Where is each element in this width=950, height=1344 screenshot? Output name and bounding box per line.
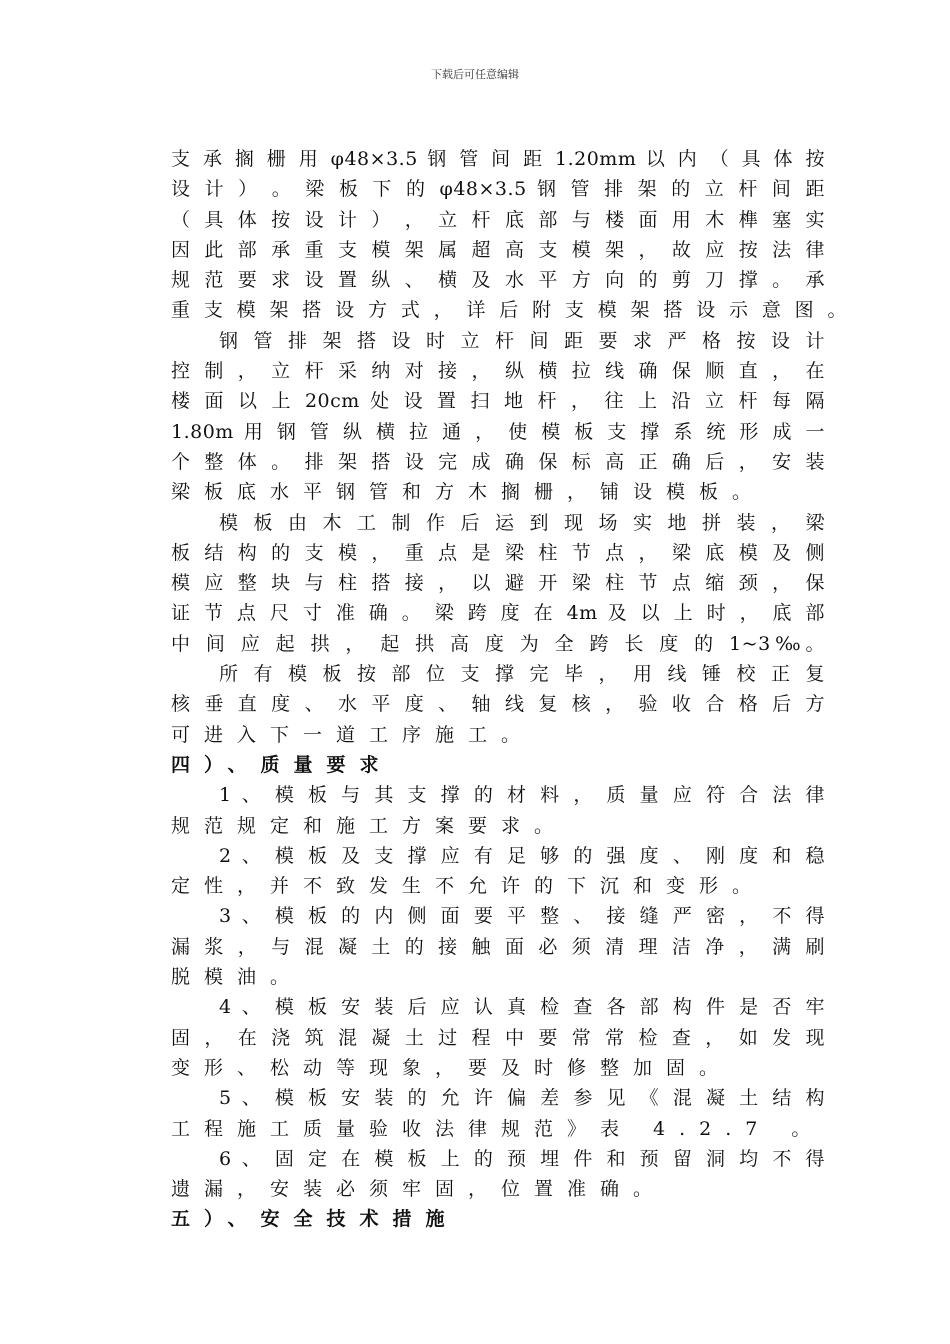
text-line: 工程施工质量验收法律规范》表 4.2.7 。 [171, 1117, 825, 1140]
text-line: 设 计 ） 。 梁 板 下 的 φ48×3.5 钢 管 排 架 的 立 杆 间 距 [171, 178, 825, 201]
text-line: 固 ， 在 浇 筑 混 凝 土 过 程 中 要 常 常 检 查 ， 如 发 现 [171, 1026, 825, 1049]
text-line: 板 结 构 的 支 模 ， 重 点 是 梁 柱 节 点 ， 梁 底 模 及 侧 [171, 541, 825, 564]
text-line: 所 有 模 板 按 部 位 支 撑 完 毕 ， 用 线 锤 校 正 复 [219, 663, 825, 686]
text-line: 规 范 要 求 设 置 纵 、 横 及 水 平 方 向 的 剪 刀 撑 。 承 [171, 269, 825, 292]
text-line: （ 具 体 按 设 计 ） ， 立 杆 底 部 与 楼 面 用 木 榫 塞 实 [171, 208, 825, 231]
text-line: 控 制 ， 立 杆 采 纳 对 接 ， 纵 横 拉 线 确 保 顺 直 ， 在 [171, 360, 825, 383]
text-line: 2 、 模 板 及 支 撑 应 有 足 够 的 强 度 、 刚 度 和 稳 [219, 844, 825, 867]
text-line: 定性，并不致发生不允许的下沉和变形。 [171, 875, 766, 898]
text-line: 个 整 体 。 排 架 搭 设 完 成 确 保 标 高 正 确 后 ， 安 装 [171, 450, 825, 473]
text-line: 重 支 模 架 搭 设 方 式 ， 详 后 附 支 模 架 搭 设 示 意 图 。 [171, 299, 847, 322]
text-line: 变形、松动等现象，要及时修整加固。 [171, 1056, 733, 1079]
text-line: 模 应 整 块 与 柱 搭 接 ， 以 避 开 梁 柱 节 点 缩 颈 ， 保 [171, 572, 825, 595]
section-heading: 四）、质量要求 [171, 753, 393, 776]
text-line: 核 垂 直 度 、 水 平 度 、 轴 线 复 核 ， 验 收 合 格 后 方 [171, 693, 825, 716]
text-line: 遗漏，安装必须牢固，位置准确。 [171, 1178, 667, 1201]
text-line: 5 、 模 板 安 装 的 允 许 偏 差 参 见 《 混 凝 土 结 构 [219, 1087, 825, 1110]
text-line: 因 此 部 承 重 支 模 架 属 超 高 支 模 架 ， 故 应 按 法 律 [171, 238, 825, 261]
text-line: 楼 面 以 上 20cm 处 设 置 扫 地 杆 ， 往 上 沿 立 杆 每 隔 [171, 390, 825, 413]
text-line: 支 承 搁 栅 用 φ48×3.5 钢 管 间 距 1.20mm 以 内 （ 具 体 按 [171, 148, 825, 170]
text-line: 4 、 模 板 安 装 后 应 认 真 检 查 各 部 构 件 是 否 牢 [219, 996, 825, 1019]
text-line: 1.80m 用 钢 管 纵 横 拉 通 ， 使 模 板 支 撑 系 统 形 成 一 [171, 420, 825, 443]
section-heading: 五）、安全技术措施 [171, 1208, 459, 1231]
text-line: 漏 浆 ， 与 混 凝 土 的 接 触 面 必 须 清 理 洁 净 ， 满 刷 [171, 935, 825, 958]
text-line: 3 、 模 板 的 内 侧 面 要 平 整 、 接 缝 严 密 ， 不 得 [219, 905, 825, 928]
text-line: 规范规定和施工方案要求。 [171, 814, 568, 837]
text-line: 6 、 固 定 在 模 板 上 的 预 埋 件 和 预 留 洞 均 不 得 [219, 1147, 825, 1170]
text-line: 梁板底水平钢管和方木搁栅，铺设模板。 [171, 481, 766, 504]
document-body [171, 144, 847, 1235]
text-line: 脱模油。 [171, 966, 304, 989]
text-line: 钢 管 排 架 搭 设 时 立 杆 间 距 要 求 严 格 按 设 计 [219, 329, 825, 352]
page-header-note: 下载后可任意编辑 [431, 68, 519, 81]
text-line: 证 节 点 尺 寸 准 确 。 梁 跨 度 在 4m 及 以 上 时 ， 底 部 [171, 602, 825, 625]
text-line: 中 间 应 起 拱 ， 起 拱 高 度 为 全 跨 长 度 的 1~3‰。 [171, 632, 825, 655]
text-line: 模 板 由 木 工 制 作 后 运 到 现 场 实 地 拼 装 ， 梁 [219, 511, 825, 534]
text-line: 1 、 模 板 与 其 支 撑 的 材 料 ， 质 量 应 符 合 法 律 [219, 784, 825, 807]
text-line: 可进入下一道工序施工。 [171, 723, 535, 746]
